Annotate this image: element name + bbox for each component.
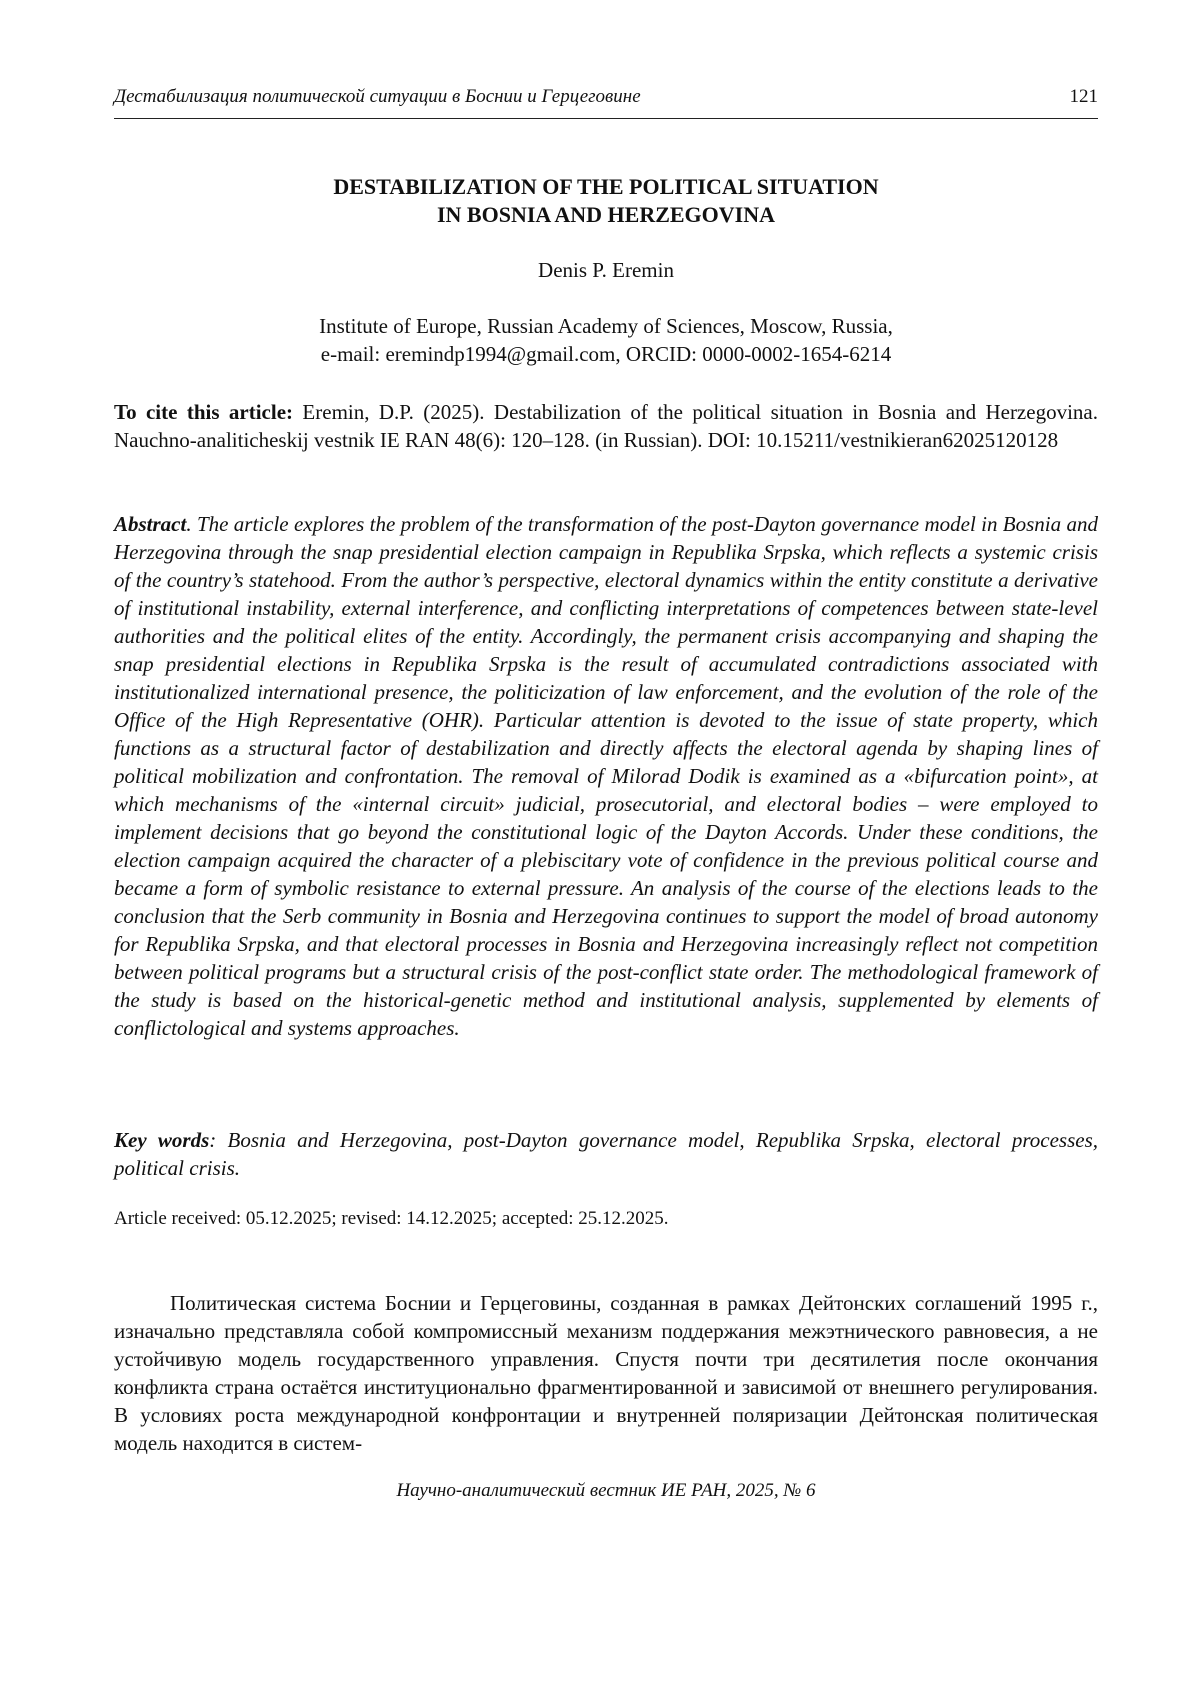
citation — [114, 398, 1098, 454]
abstract — [114, 510, 1098, 1042]
running-header — [114, 84, 1098, 119]
affiliation-line-1: Institute of Europe, Russian Academy of Sciences, Moscow, Russia, — [319, 314, 893, 338]
abstract-text: . The article explores the problem of the transformation of the post-Dayton governance model in Bosnia and Herzegovina through the snap presidential election campaign in Republika Srpska, which reflects a systemic crisis of the country’s statehood. From the author’s perspective, electoral dynamics within the entity constitute a derivative of institutional instability, external interference, and conflicting interpretations of competences between state-level authorities and the political elites of the entity. Accordingly, the permanent crisis accompanying and shaping the snap presidential elections in Republika Srpska is the result of accumulated contradictions associated with institutionalized international presence, the politicization of law enforcement, and the evolution of the role of the Office of the High Representative (OHR). Particular attention is devoted to the issue of state property, which functions as a structural factor of destabilization and directly affects the electoral agenda by shaping lines of political mobilization and confrontation. The removal of Milorad Dodik is examined as a «bifurcation point», at which mechanisms of the «internal circuit» judicial, prosecutorial, and electoral bodies – were employed to implement decisions that go beyond the constitutional logic of the Dayton Accords. Under these conditions, the election campaign acquired the character of a plebiscitary vote of confidence in the previous political course and became a form of symbolic resistance to external pressure. An analysis of the course of the elections leads to the conclusion that the Serb community in Bosnia and Herzegovina continues to support the model of broad autonomy for Republika Srpska, and that electoral processes in Bosnia and Herzegovina increasingly reflect not competition between political programs but a structural crisis of the post-conflict state order. The methodological framework of the study is based on the historical-genetic method and institutional analysis, supplemented by elements of conflictological and systems approaches. — [114, 512, 1098, 1040]
citation-label: To cite this article: — [114, 400, 294, 424]
affiliation — [114, 312, 1098, 368]
abstract-label: Abstract — [114, 512, 187, 536]
body-paragraph: Политическая система Боснии и Герцеговины, созданная в рамках Дейтонских соглашений 1995 г., изначально представляла собой компромиссный механизм поддержания межэтнического равновесия, а не устойчивую модель государственного управления. Спустя почти три десятилетия после окончания конфликта страна остаётся институционально фрагментированной и зависимой от внешнего регулирования. В условиях роста международной конфронтации и внутренней поляризации Дейтонская политическая модель находится в систем- — [114, 1291, 1098, 1455]
article-title — [114, 173, 1098, 229]
keywords-label: Key words — [114, 1128, 210, 1152]
running-title: Дестабилизация политической ситуации в Боснии и Герцеговине — [114, 86, 641, 107]
citation-text: Eremin, D.P. (2025). Destabilization of the political situation in Bosnia and Herzegovina. Nauchno-analiticheskij vestnik IE RAN 48(6): 120–128. (in Russian). DOI: 10.15211/vestnikieran62025120128 — [114, 400, 1098, 452]
keywords — [114, 1126, 1098, 1182]
keywords-text: : Bosnia and Herzegovina, post-Dayton governance model, Republika Srpska, electoral processes, political crisis. — [114, 1128, 1099, 1180]
journal-footer: Научно-аналитический вестник ИЕ РАН, 2025, № 6 — [396, 1480, 816, 1501]
affiliation-line-2: e-mail: eremindp1994@gmail.com, ORCID: 0000-0002-1654-6214 — [320, 342, 892, 366]
article-title-line-2: IN BOSNIA AND HERZEGOVINA — [436, 202, 775, 227]
article-title-line-1: DESTABILIZATION OF THE POLITICAL SITUATION — [333, 174, 879, 199]
page-number: 121 — [1069, 86, 1098, 107]
article-dates: Article received: 05.12.2025; revised: 14.12.2025; accepted: 25.12.2025. — [114, 1208, 669, 1229]
author-name: Denis P. Eremin — [538, 258, 674, 282]
